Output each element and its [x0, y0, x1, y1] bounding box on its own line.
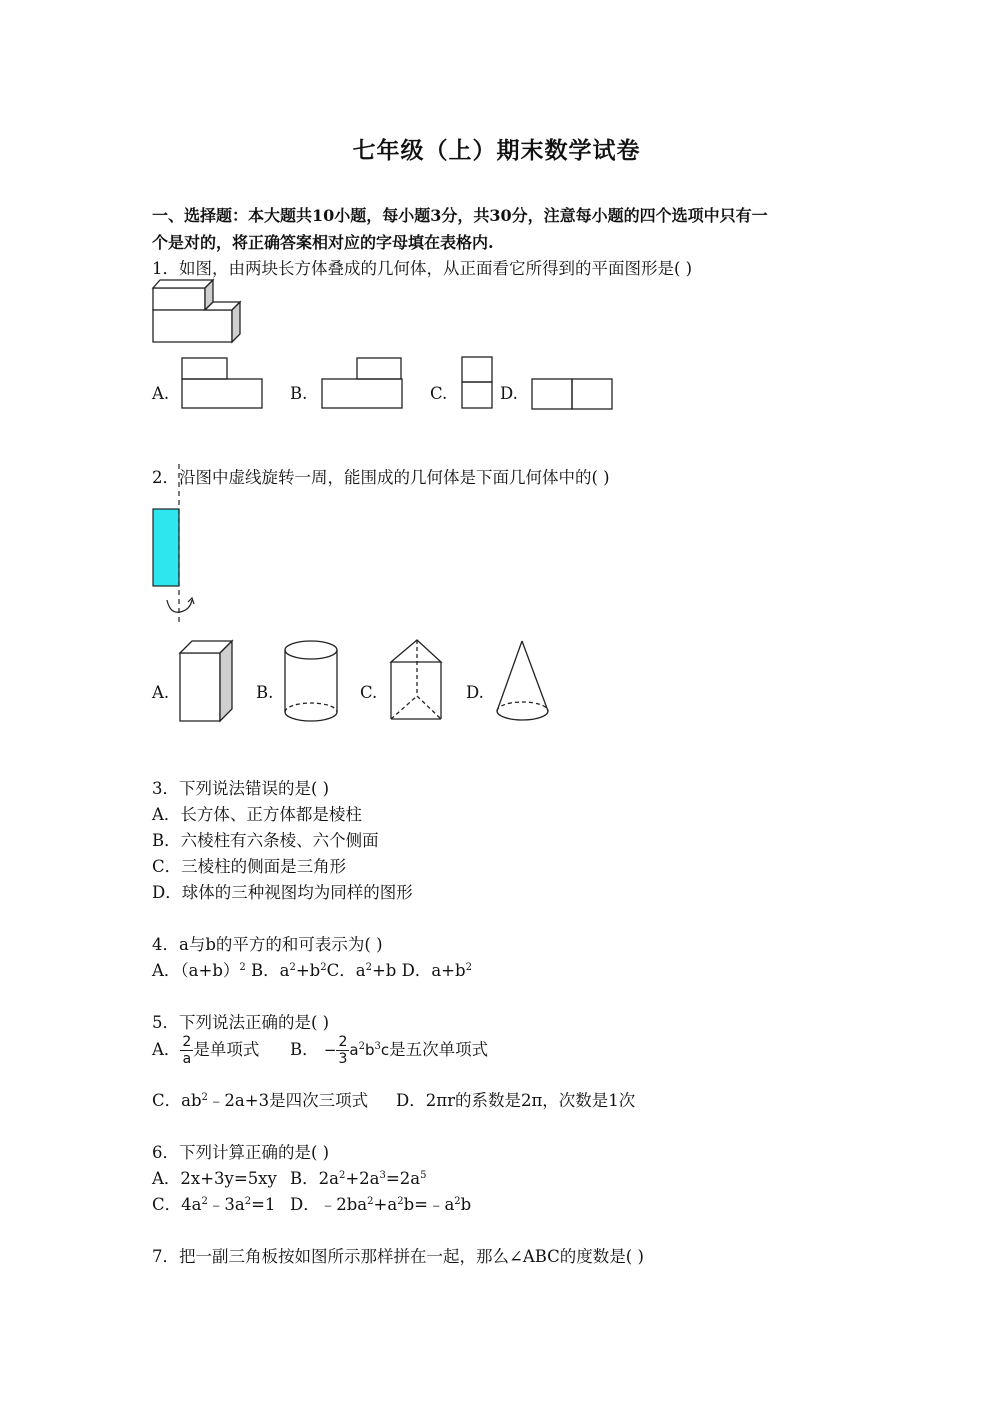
q5-b-fraction: $\frac{2}{3}$	[338, 1034, 348, 1067]
q6-option-a: A．2x+3y=5xy	[152, 1169, 277, 1188]
q1-option-a-figure	[180, 356, 265, 411]
q2-option-a-cuboid	[176, 638, 238, 726]
q4-option-a: A．$(a+b)^2$	[152, 961, 246, 980]
q5-option-d: D．2πr的系数是2π，次数是1次	[396, 1091, 636, 1110]
q2-label-b: B.	[256, 683, 274, 702]
q2-label-d: D.	[466, 683, 484, 702]
q3-option-b: B．六棱柱有六条棱、六个侧面	[152, 831, 379, 850]
q4-option-c: C．$a^2+b$	[326, 961, 397, 980]
q2-option-d-cone	[494, 638, 556, 726]
section-heading-line1: 一、选择题：本大题共10小题，每小题3分，共30分，注意每小题的四个选项中只有一	[152, 206, 768, 225]
q6-stem: 6．下列计算正确的是( )	[152, 1143, 330, 1162]
q1-solid-figure	[150, 278, 245, 348]
q4-stem: 4．a与b的平方的和可表示为( )	[152, 935, 383, 954]
q2-label-a: A.	[152, 683, 170, 702]
section-heading-line2: 个是对的，将正确答案相对应的字母填在表格内.	[152, 233, 494, 252]
q1-label-b: B.	[290, 384, 308, 403]
q1-option-d-figure	[530, 377, 616, 413]
q5-stem: 5．下列说法正确的是( )	[152, 1013, 330, 1032]
q3-option-d: D．球体的三种视图均为同样的图形	[152, 883, 413, 902]
q6-option-c: C．$4a^2﹣3a^2=1$	[152, 1195, 276, 1214]
q3-stem: 3．下列说法错误的是( )	[152, 779, 330, 798]
q3-option-a: A．长方体、正方体都是棱柱	[152, 805, 362, 824]
q2-rotation-figure	[150, 462, 210, 627]
q6-option-b: B．$2a^2+2a^3=2a^5$	[290, 1169, 427, 1188]
q1-option-b-figure	[320, 356, 405, 411]
q4-option-d: D．$a+b^2$	[401, 961, 472, 980]
q1-label-d: D.	[500, 384, 518, 403]
q5-a-fraction: $\frac{2}{a}$	[182, 1034, 192, 1067]
q6-option-d: D．$﹣2ba^2+a^2b=﹣a^2b$	[290, 1195, 472, 1214]
q1-label-c: C.	[430, 384, 448, 403]
q1-label-a: A.	[152, 384, 170, 403]
q5-option-a: A． $\frac{2}{a}$ 是单项式	[152, 1034, 260, 1067]
q1-option-c-figure	[460, 355, 496, 411]
q5-option-c: C．$ab^2﹣2a+3$是四次三项式	[152, 1091, 369, 1110]
q2-option-b-cylinder	[282, 638, 342, 726]
page-title: 七年级（上）期末数学试卷	[352, 137, 641, 164]
q2-stem: 2．沿图中虚线旋转一周，能围成的几何体是下面几何体中的( )	[152, 468, 610, 487]
q3-option-c: C．三棱柱的侧面是三角形	[152, 857, 347, 876]
q4-option-b: B．$a^2+b^2$	[251, 961, 327, 980]
q2-label-c: C.	[360, 683, 378, 702]
q2-option-c-triangular-prism	[385, 636, 447, 724]
q4-options	[152, 957, 472, 981]
q7-stem: 7．把一副三角板按如图所示那样拼在一起，那么∠ABC的度数是( )	[152, 1247, 644, 1266]
q5-option-b: B． − $\frac{2}{3}$ $a^2b^3c$是五次单项式	[290, 1034, 489, 1067]
q1-stem: 1．如图，由两块长方体叠成的几何体，从正面看它所得到的平面图形是( )	[152, 259, 693, 278]
